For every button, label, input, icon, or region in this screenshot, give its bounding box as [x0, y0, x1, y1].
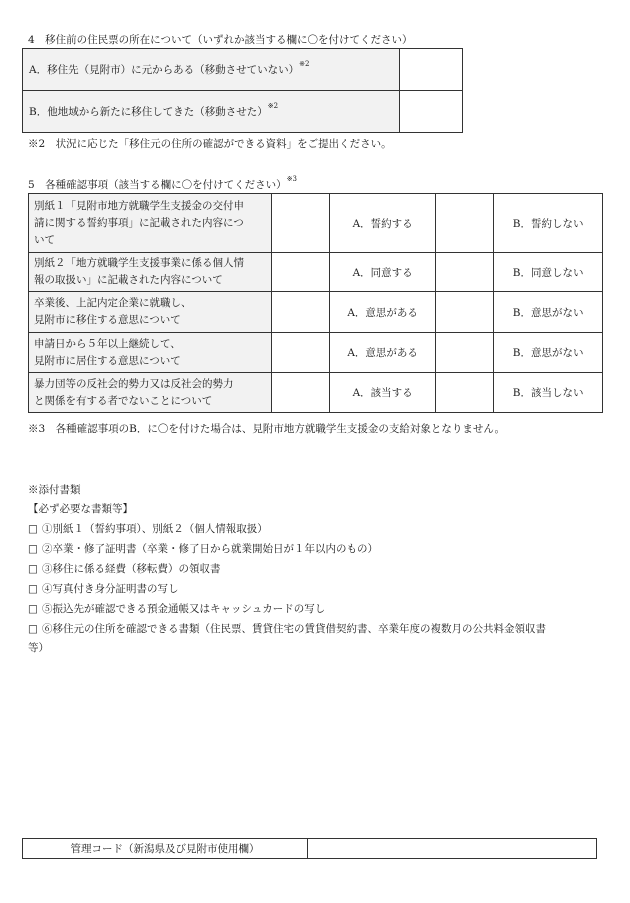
checkbox-icon[interactable]: □ — [28, 623, 38, 635]
attachment-item-label: ④写真付き身分証明書の写し — [42, 583, 179, 595]
residence-option-b-mark[interactable] — [400, 91, 463, 133]
section5-heading-note: ※3 — [286, 175, 298, 183]
attachment-item-2 — [28, 539, 378, 559]
confirm-row-3 — [29, 292, 603, 333]
confirm-row-1-line-2: 請に関する誓約事項」に記載された内容につ — [34, 216, 244, 229]
confirm-row-3-mark-b[interactable] — [436, 292, 494, 333]
confirm-row-1-mark-a[interactable] — [272, 194, 330, 253]
confirm-row-2-option-a: A．同意する — [330, 253, 436, 292]
attachment-item-6-continued: 等） — [28, 642, 49, 654]
confirm-row-3-option-b: B．意思がない — [494, 292, 603, 333]
admin-code-table — [22, 838, 597, 859]
residence-option-b-cell — [23, 91, 400, 133]
confirm-row-4-option-a: A．意思がある — [330, 333, 436, 373]
confirm-row-2-label — [29, 253, 272, 292]
checkbox-icon[interactable]: □ — [28, 563, 38, 575]
confirm-row-3-mark-a[interactable] — [272, 292, 330, 333]
residence-option-a-label: A．移住先（見附市）に元からある（移動させていない） — [29, 64, 300, 76]
admin-code-label: 管理コード（新潟県及び見附市使用欄） — [23, 839, 308, 859]
confirm-row-3-line-2: 見附市に移住する意思について — [34, 314, 181, 326]
residence-option-b-note: ※2 — [267, 102, 279, 110]
confirm-row-1-option-b: B．誓約しない — [494, 194, 603, 253]
confirm-row-1 — [29, 194, 603, 253]
confirm-row-5-option-a: A．該当する — [330, 373, 436, 413]
residence-option-a-cell — [23, 49, 400, 91]
confirm-row-1-line-1: 別紙１「見附市地方就職学生支援金の交付申 — [34, 199, 244, 212]
confirm-row-3-label — [29, 292, 272, 333]
confirm-row-4-line-2: 見附市に居住する意思について — [34, 354, 181, 367]
section4-heading: 4 移住前の住民票の所在について（いずれか該当する欄に〇を付けてください） — [28, 34, 413, 46]
confirm-row-1-mark-b[interactable] — [436, 194, 494, 253]
residence-table — [22, 48, 463, 133]
confirm-row-2-line-1: 別紙２「地方就職学生支援事業に係る個人情 — [34, 257, 244, 269]
confirm-row-2-option-b: B．同意しない — [494, 253, 603, 292]
checkbox-icon[interactable]: □ — [28, 583, 38, 595]
confirm-row-4-label — [29, 333, 272, 373]
confirm-row-4-line-1: 申請日から５年以上継続して、 — [34, 337, 181, 350]
confirm-row-5-mark-a[interactable] — [272, 373, 330, 413]
section4-footnote: ※2 状況に応じた「移住元の住所の確認ができる資料」をご提出ください。 — [28, 138, 392, 150]
confirm-row-5-mark-b[interactable] — [436, 373, 494, 413]
residence-option-a-note: ※2 — [299, 60, 310, 68]
section5-footnote: ※3 各種確認事項のB．に〇を付けた場合は、見附市地方就職学生支援金の支給対象となりません。 — [28, 423, 506, 435]
attachment-item-label: ③移住に係る経費（移転費）の領収書 — [42, 563, 221, 575]
attachment-item-label: ②卒業・修了証明書（卒業・修了日から就業開始日が１年以内のもの） — [42, 543, 378, 555]
residence-row-a — [23, 49, 463, 91]
confirm-row-2-mark-a[interactable] — [272, 253, 330, 292]
confirm-row-3-line-1: 卒業後、上記内定企業に就職し、 — [34, 297, 192, 309]
attachment-item-label: ①別紙１（誓約事項）、別紙２（個人情報取扱） — [42, 523, 268, 535]
confirm-row-4-mark-b[interactable] — [436, 333, 494, 373]
confirm-row-1-label — [29, 194, 272, 253]
admin-code-field[interactable] — [308, 839, 597, 859]
attachments-title: ※添付書類 — [28, 484, 81, 496]
confirm-row-3-option-a: A．意思がある — [330, 292, 436, 333]
confirm-row-5-option-b: B．該当しない — [494, 373, 603, 413]
attachments-subtitle: 【必ず必要な書類等】 — [28, 503, 133, 515]
attachment-item-6 — [28, 619, 546, 639]
confirm-row-4-mark-a[interactable] — [272, 333, 330, 373]
confirm-row-5-line-2: と関係を有する者でないことについて — [34, 394, 213, 407]
residence-option-a-mark[interactable] — [400, 49, 463, 91]
attachment-item-1 — [28, 519, 268, 539]
attachment-item-3 — [28, 559, 221, 579]
confirm-row-2-mark-b[interactable] — [436, 253, 494, 292]
confirm-row-1-line-3: いて — [34, 233, 55, 246]
section5-heading — [28, 177, 297, 192]
attachment-item-label: ⑤振込先が確認できる預金通帳又はキャッシュカードの写し — [42, 603, 326, 615]
attachment-item-4 — [28, 579, 179, 599]
checkbox-icon[interactable]: □ — [28, 603, 38, 615]
residence-option-b-label: B．他地域から新たに移住してきた（移動させた） — [29, 106, 268, 118]
confirm-row-5-line-1: 暴力団等の反社会的勢力又は反社会的勢力 — [34, 377, 234, 390]
confirmation-table — [28, 193, 603, 413]
admin-code-row — [23, 839, 597, 859]
checkbox-icon[interactable]: □ — [28, 543, 38, 555]
checkbox-icon[interactable]: □ — [28, 523, 38, 535]
attachment-item-5 — [28, 599, 325, 619]
confirm-row-4 — [29, 333, 603, 373]
section5-heading-text: 5 各種確認事項（該当する欄に〇を付けてください） — [28, 179, 287, 191]
attachment-item-label: ⑥移住元の住所を確認できる書類（住民票、賃貸住宅の賃貸借契約書、卒業年度の複数月の公共料金領収書 — [42, 623, 546, 635]
confirm-row-4-option-b: B．意思がない — [494, 333, 603, 373]
confirm-row-1-option-a: A．誓約する — [330, 194, 436, 253]
confirm-row-2-line-2: 報の取扱い」に記載された内容について — [34, 274, 223, 286]
confirm-row-5-label — [29, 373, 272, 413]
confirm-row-2 — [29, 253, 603, 292]
confirm-row-5 — [29, 373, 603, 413]
residence-row-b — [23, 91, 463, 133]
